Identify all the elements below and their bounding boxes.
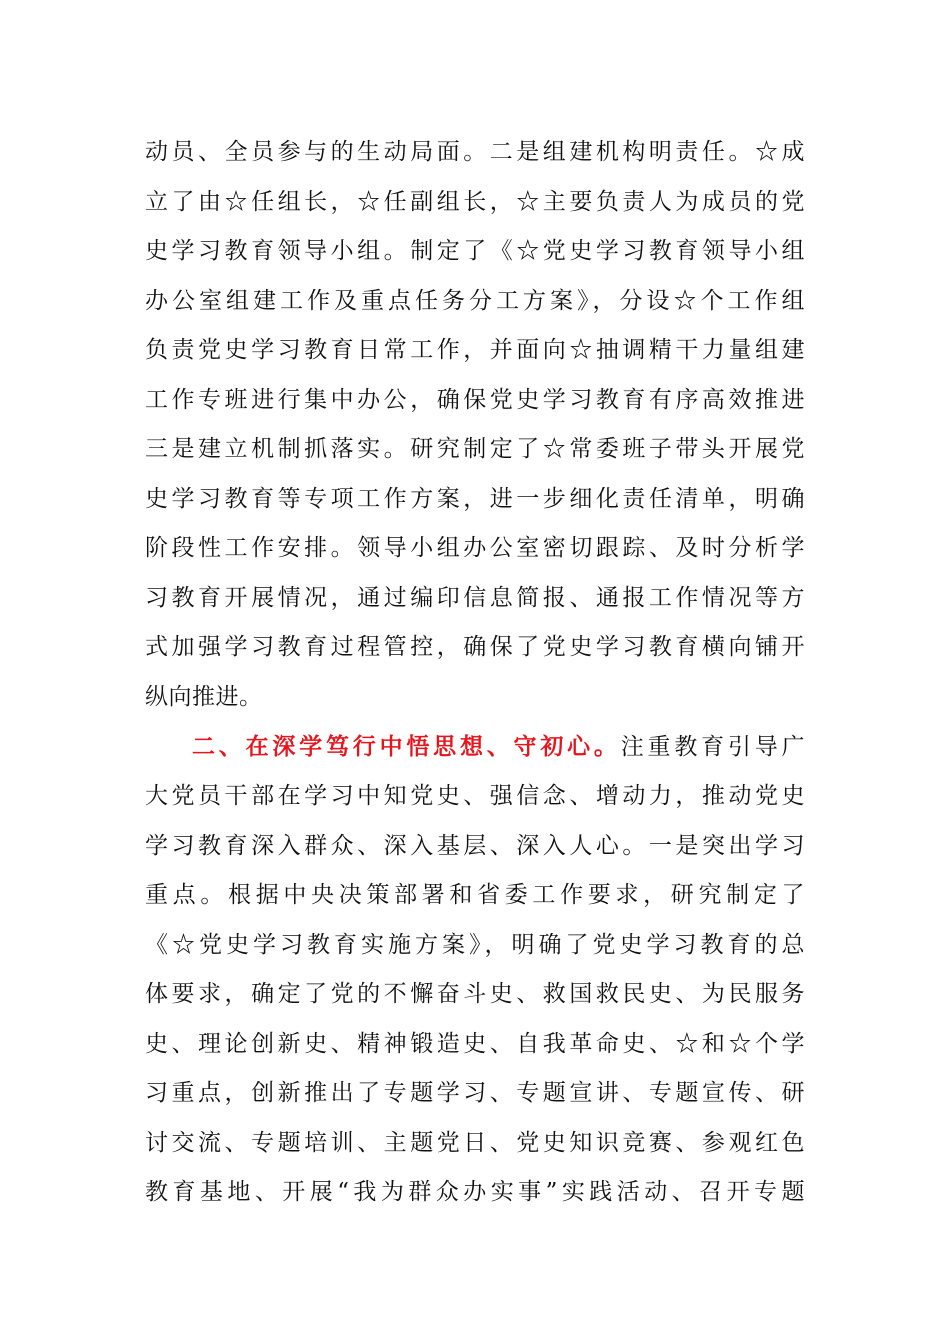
text-line: 三是建立机制抓落实。研究制定了☆常委班子带头开展党 (145, 436, 805, 462)
text-line: 动员、全员参与的生动局面。二是组建机构明责任。☆成 (145, 139, 805, 165)
text-line: 教育基地、开展“我为群众办实事”实践活动、召开专题 (145, 1179, 805, 1205)
text-line: 学习教育深入群众、深入基层、深入人心。一是突出学习 (145, 833, 805, 859)
section-heading-line (192, 722, 805, 772)
text-line: 体要求，确定了党的不懈奋斗史、救国救民史、为民服务 (145, 981, 805, 1007)
text-line: 习教育开展情况，通过编印信息简报、通报工作情况等方 (145, 585, 805, 611)
heading-line-text: 注重教育引导广 (620, 734, 806, 760)
text-line: 负责党史学习教育日常工作，并面向☆抽调精干力量组建 (145, 337, 805, 363)
text-line: 式加强学习教育过程管控，确保了党史学习教育横向铺开 (145, 634, 805, 660)
section-heading: 二、在深学笃行中悟思想、守初心。 (192, 734, 621, 760)
text-line: 史学习教育领导小组。制定了《☆党史学习教育领导小组 (145, 238, 805, 264)
text-line: 工作专班进行集中办公，确保党史学习教育有序高效推进 (145, 387, 805, 413)
text-line: 讨交流、专题培训、主题党日、党史知识竞赛、参观红色 (145, 1130, 805, 1156)
text-line: 史、理论创新史、精神锻造史、自我革命史、☆和☆个学 (145, 1031, 805, 1057)
text-line: 立了由☆任组长，☆任副组长，☆主要负责人为成员的党 (145, 189, 805, 215)
text-line: 习重点，创新推出了专题学习、专题宣讲、专题宣传、研 (145, 1080, 805, 1106)
text-line: 史学习教育等专项工作方案，进一步细化责任清单，明确 (145, 486, 805, 512)
text-line: 纵向推进。 (145, 684, 263, 710)
text-line: 大党员干部在学习中知党史、强信念、增动力，推动党史 (145, 783, 805, 809)
text-line: 阶段性工作安排。领导小组办公室密切跟踪、及时分析学 (145, 535, 805, 561)
text-line: 重点。根据中央决策部署和省委工作要求，研究制定了 (145, 882, 805, 908)
text-line: 办公室组建工作及重点任务分工方案》，分设☆个工作组 (145, 288, 805, 314)
text-line: 《☆党史学习教育实施方案》，明确了党史学习教育的总 (145, 932, 805, 958)
